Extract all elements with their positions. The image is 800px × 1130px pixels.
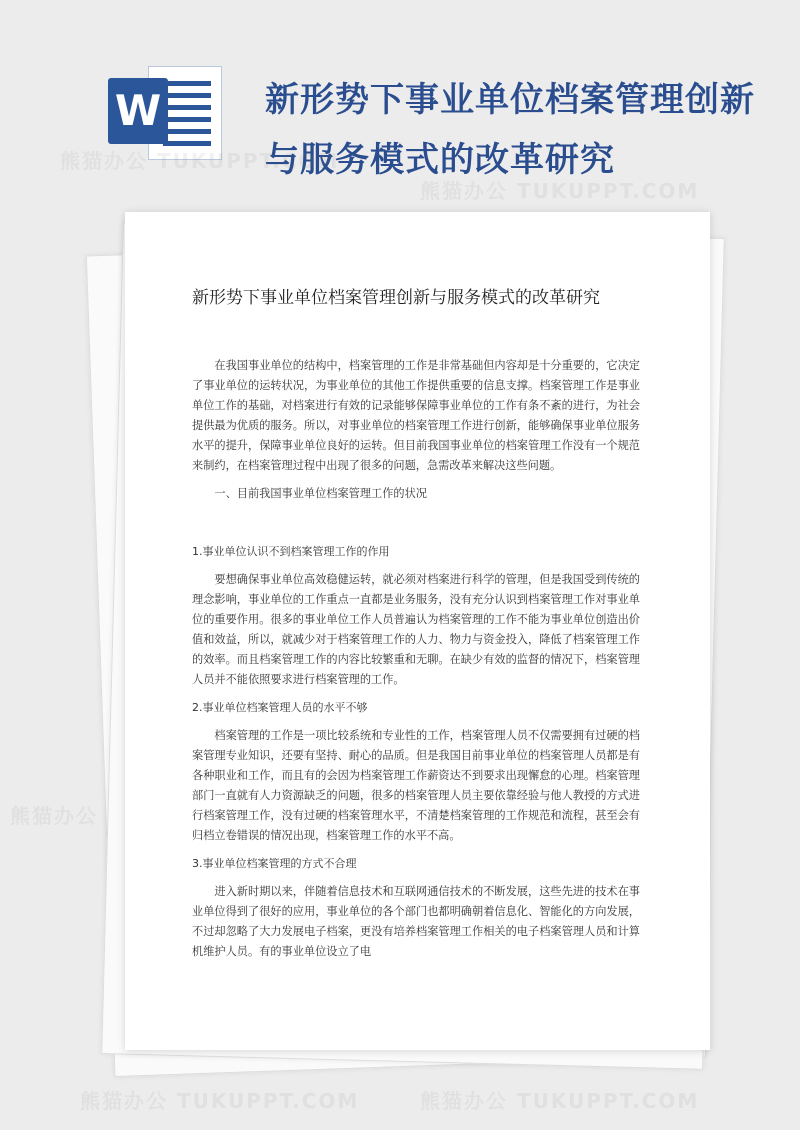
document-body	[192, 356, 640, 962]
subsection-heading: 3.事业单位档案管理的方式不合理	[192, 857, 357, 870]
intro-paragraph: 在我国事业单位的结构中，档案管理的工作是非常基础但内容却是十分重要的，它决定了事业单位的运转状况，为事业单位的其他工作提供重要的信息支撑。档案管理工作是事业单位工作的基础，对档案进行有效的记录能够保障事业单位的工作有条不紊的进行，为社会提供最为优质的服务。所以，对事业单位的档案管理工作进行创新，能够确保事业单位服务水平的提升，保障事业单位良好的运转。但目前我国事业单位的档案管理工作没有一个规范来制约，在档案管理过程中出现了很多的问题，急需改革来解决这些问题。	[192, 359, 640, 472]
section-heading: 一、目前我国事业单位档案管理工作的状况	[214, 487, 427, 500]
subsection-heading: 1.事业单位认识不到档案管理工作的作用	[192, 545, 390, 558]
watermark: 熊猫办公	[10, 804, 98, 828]
word-document-icon	[108, 62, 223, 162]
body-paragraph: 要想确保事业单位高效稳健运转，就必须对档案进行科学的管理，但是我国受到传统的理念影响，事业单位的工作重点一直都是业务服务，没有充分认识到档案管理工作对事业单位的重要作用。很多的事业单位工作人员普遍认为档案管理的工作不能为事业单位创造出价值和效益，所以，就减少对于档案管理工作的人力、物力与资金投入，降低了档案管理工作的效率。而且档案管理工作的内容比较繁重和无聊。在缺少有效的监督的情况下，档案管理人员并不能依照要求进行档案管理的工作。	[192, 573, 640, 686]
header-title: 新形势下事业单位档案管理创新与服务模式的改革研究	[265, 80, 755, 180]
body-paragraph: 档案管理的工作是一项比较系统和专业性的工作，档案管理人员不仅需要拥有过硬的档案管理专业知识，还要有坚持、耐心的品质。但是我国目前事业单位的档案管理人员都是有各种职业和工作，而且有的会因为档案管理工作薪资达不到要求出现懈怠的心理。档案管理部门一直就有人力资源缺乏的问题，很多的档案管理人员主要依靠经验与他人教授的方式进行档案管理工作，没有过硬的档案管理水平，不清楚档案管理的工作规范和流程，甚至会有归档立卷错误的情况出现，档案管理工作的水平不高。	[192, 729, 640, 842]
document-page	[125, 212, 710, 1050]
document-title: 新形势下事业单位档案管理创新与服务模式的改革研究	[192, 288, 600, 308]
body-paragraph: 进入新时期以来，伴随着信息技术和互联网通信技术的不断发展，这些先进的技术在事业单位得到了很好的应用，事业单位的各个部门也都明确朝着信息化、智能化的方向发展，不过却忽略了大力发展电子档案，更没有培养档案管理工作相关的电子档案管理人员和计算机维护人员。有的事业单位设立了电	[192, 885, 640, 958]
subsection-heading: 2.事业单位档案管理人员的水平不够	[192, 701, 368, 714]
word-letter-badge: W	[108, 78, 168, 144]
watermark: 熊猫办公 TUKUPPT.COM	[80, 1089, 360, 1113]
header-banner	[0, 0, 800, 210]
watermark: 熊猫办公 TUKUPPT.COM	[420, 1089, 700, 1113]
